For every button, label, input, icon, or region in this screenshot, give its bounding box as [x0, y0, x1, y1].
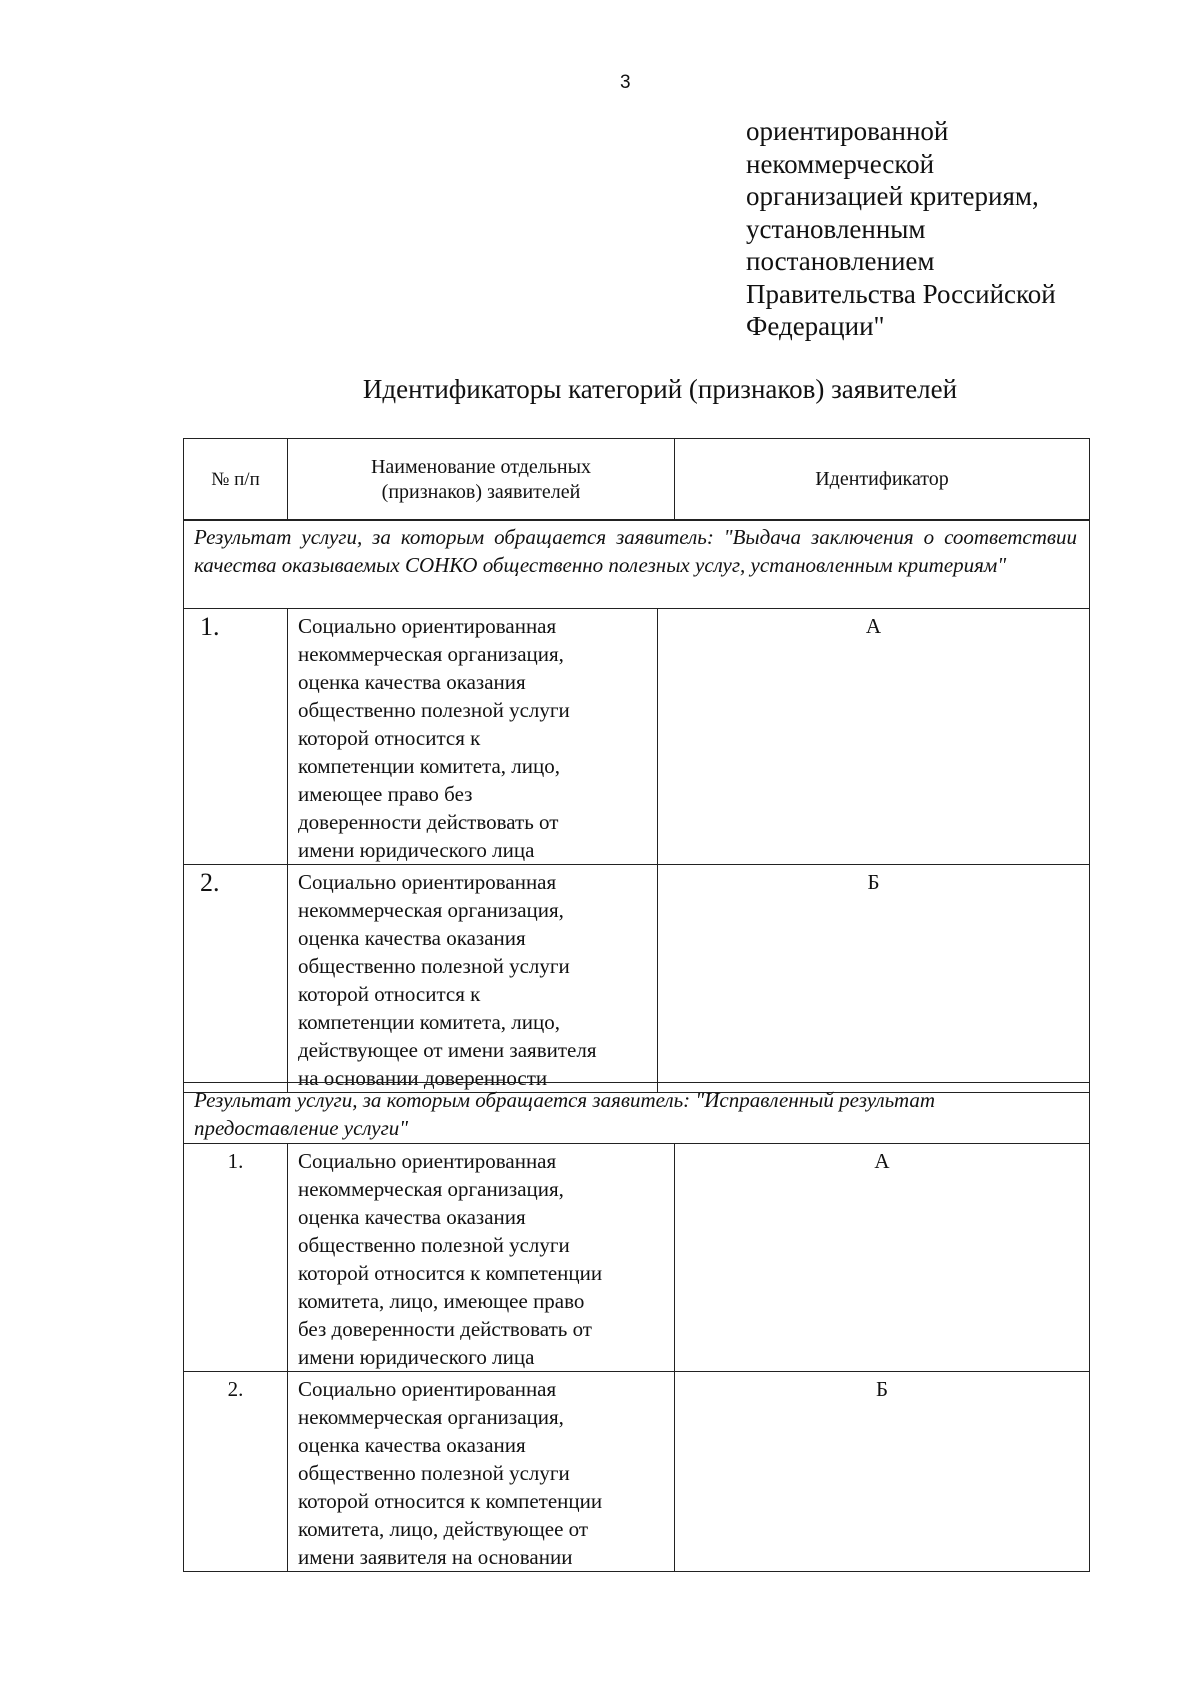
section-table-1 [183, 519, 1090, 1093]
row-num: 2. [184, 1372, 288, 1572]
header-identifier: Идентификатор [675, 439, 1090, 521]
section-heading-row [184, 520, 1090, 609]
header-line: ориентированной [746, 116, 949, 146]
table-row [184, 865, 1090, 1093]
section-heading-row [184, 1083, 1090, 1144]
row-name: Социально ориентированная некоммерческая организация, оценка качества оказания общественно полезной услуги которой относится к компетенции комитета, лицо, действующее от имени заявителя на основании [288, 1372, 675, 1572]
section-heading: Результат услуги, за которым обращается заявитель: "Исправленный результат предоставление услуги" [184, 1083, 1090, 1144]
section-heading: Результат услуги, за которым обращается заявитель: "Выдача заключения о соответствии качества оказываемых СОНКО общественно полезных услуг, установленным критериям" [184, 520, 1090, 609]
table-header-row [184, 439, 1090, 521]
header-name: Наименование отдельных (признаков) заявителей [288, 439, 675, 521]
table-row [184, 609, 1090, 865]
header-line: организацией критериям, [746, 181, 1039, 211]
header-line: Федерации" [746, 311, 885, 341]
header-block [746, 115, 1056, 343]
row-name: Социально ориентированная некоммерческая организация, оценка качества оказания общественно полезной услуги которой относится к компетенции комитета, лицо, имеющее право без доверенности действовать от имени юридического лица [288, 609, 658, 865]
header-line: некоммерческой [746, 148, 935, 179]
row-identifier: А [658, 609, 1090, 865]
header-line: Правительства Российской [746, 278, 1056, 309]
header-line: установленным [746, 213, 926, 244]
row-num: 1. [184, 609, 288, 865]
header-line: постановлением [746, 246, 935, 276]
table-row [184, 1372, 1090, 1572]
table-row [184, 1144, 1090, 1372]
row-name: Социально ориентированная некоммерческая организация, оценка качества оказания общественно полезной услуги которой относится к компетенции комитета, лицо, имеющее право без доверенности действовать от имени юридического лица [288, 1144, 675, 1372]
section-table-2 [183, 1082, 1090, 1572]
table-header [183, 438, 1090, 521]
row-identifier: Б [675, 1372, 1090, 1572]
row-num: 2. [184, 865, 288, 1093]
row-name: Социально ориентированная некоммерческая организация, оценка качества оказания общественно полезной услуги которой относится к компетенции комитета, лицо, действующее от имени заявителя на основании доверенности [288, 865, 658, 1093]
header-num: № п/п [184, 439, 288, 521]
page-number: 3 [620, 72, 631, 93]
document-title: Идентификаторы категорий (признаков) заявителей [362, 374, 958, 404]
row-identifier: А [675, 1144, 1090, 1372]
row-identifier: Б [658, 865, 1090, 1093]
row-num: 1. [184, 1144, 288, 1372]
